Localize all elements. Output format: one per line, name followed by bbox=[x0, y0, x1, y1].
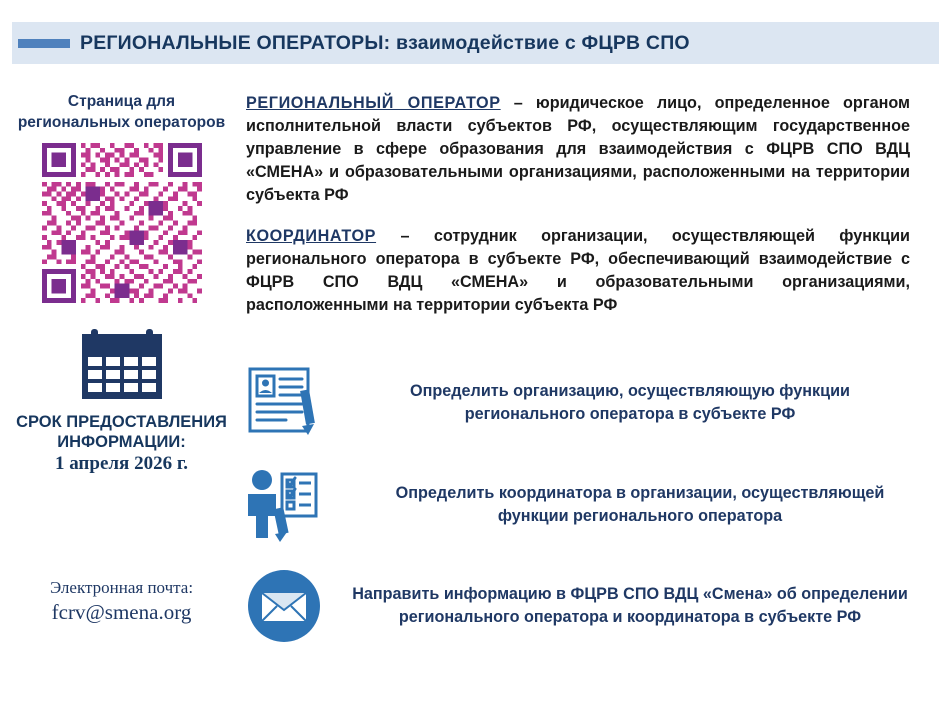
left-column bbox=[14, 92, 229, 476]
document-contract-icon bbox=[246, 366, 324, 440]
calendar-icon-wrapper bbox=[14, 325, 229, 403]
step-2-icon-wrapper bbox=[240, 468, 332, 542]
envelope-icon bbox=[246, 568, 322, 644]
page-header bbox=[12, 22, 939, 64]
step-3-icon-wrapper bbox=[246, 568, 322, 644]
qr-code-wrapper[interactable] bbox=[14, 143, 229, 303]
page-title-strong: РЕГИОНАЛЬНЫЕ ОПЕРАТОРЫ: bbox=[80, 31, 391, 54]
step-3-text: Направить информацию в ФЦРВ СПО ВДЦ «Смена» об определении регионального оператора и координатора в субъекте РФ bbox=[352, 584, 908, 626]
email-block bbox=[14, 578, 229, 625]
qr-caption: Страница для региональных операторов bbox=[17, 93, 226, 131]
definitions-block bbox=[246, 92, 910, 335]
email-label: Электронная почта: bbox=[49, 578, 194, 597]
step-2-text: Определить координатора в организации, осуществляющей функции регионального оператора bbox=[395, 483, 885, 525]
header-accent-bar bbox=[18, 39, 70, 48]
page-title-rest: взаимодействие с ФЦРВ СПО bbox=[390, 31, 690, 54]
qr-code-icon[interactable] bbox=[42, 143, 202, 303]
step-1-icon-wrapper bbox=[246, 366, 324, 440]
step-1-text: Определить организацию, осуществляющую функции регионального оператора в субъекте РФ bbox=[410, 381, 850, 423]
deadline-date: 1 апреля 2026 г. bbox=[54, 452, 189, 474]
definition-coordinator bbox=[246, 225, 910, 317]
step-item-1 bbox=[246, 366, 918, 440]
definition-text-regional-operator: – юридическое лицо, определенное органом исполнительной власти субъектов РФ, осуществляющим государственное управление в сфере образования для взаимодействия с ФЦРВ СПО ВДЦ «СМЕНА» и образовательными организациями, расположенными на территории субъекта РФ bbox=[246, 94, 910, 204]
definition-regional-operator bbox=[246, 92, 910, 207]
person-checklist-icon bbox=[240, 468, 332, 542]
deadline-label: СРОК ПРЕДОСТАВЛЕНИЯ ИНФОРМАЦИИ: bbox=[16, 413, 227, 452]
email-address[interactable]: fcrv@smena.org bbox=[51, 600, 192, 624]
calendar-icon bbox=[79, 325, 165, 403]
step-item-3 bbox=[246, 568, 918, 644]
pencil-icon bbox=[273, 507, 288, 542]
definition-term-coordinator: КООРДИНАТОР bbox=[246, 227, 377, 245]
definition-term-regional-operator: РЕГИОНАЛЬНЫЙ ОПЕРАТОР bbox=[246, 94, 501, 112]
definition-text-coordinator: – сотрудник организации, осуществляющей функции регионального оператора в субъекте РФ, обеспечивающий взаимодействие с ФЦРВ СПО ВДЦ «СМЕНА» и образовательными организациями, расположенными на территории субъекта РФ bbox=[246, 227, 910, 314]
page-title bbox=[80, 32, 690, 55]
step-item-2 bbox=[240, 468, 918, 542]
deadline-block bbox=[14, 413, 229, 475]
